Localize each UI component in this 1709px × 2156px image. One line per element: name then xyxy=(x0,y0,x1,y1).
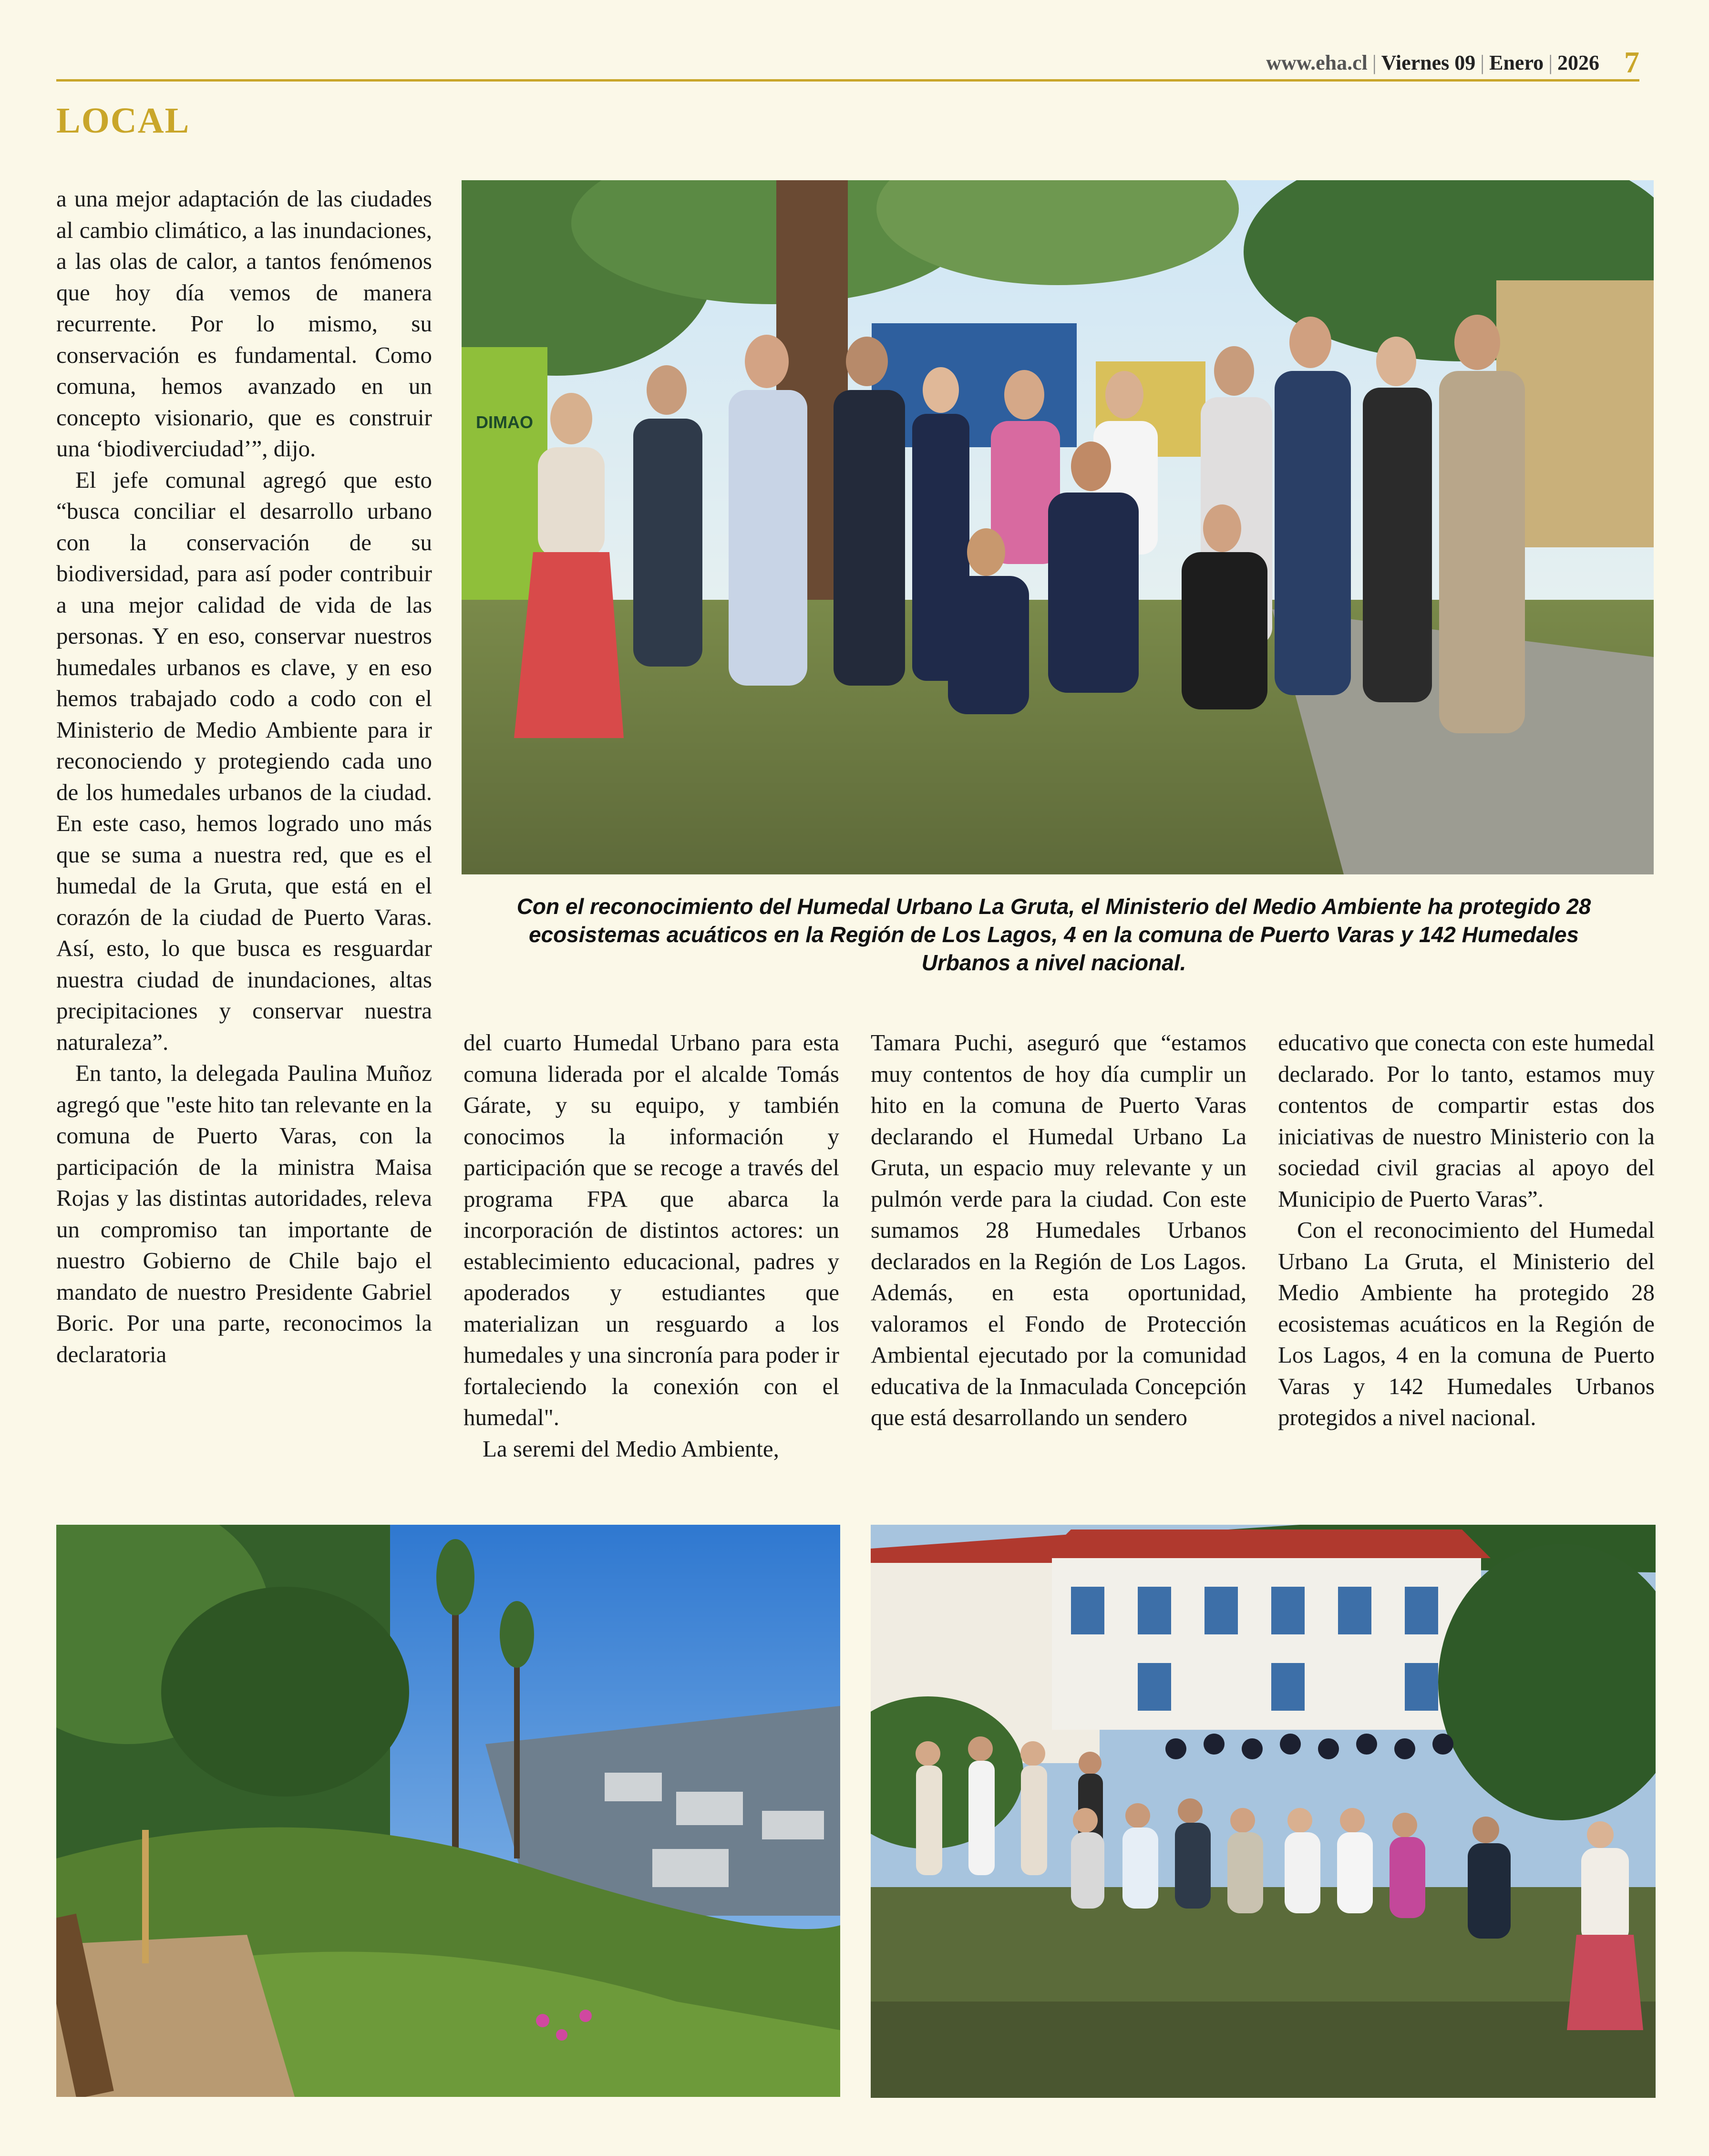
paragraph: La seremi del Medio Ambiente, xyxy=(483,1435,779,1462)
article-column-4 xyxy=(1278,1027,1655,1433)
paragraph: del cuarto Humedal Urbano para esta comuna liderada por el alcalde Tomás Gárate, y su equipo, y también conocimos la información y participación que se recoge a través del programa FPA que abarca la incorporación de distintos actores: un establecimiento educacional, padres y apoderados y estudiantes que materializan un resguardo a los humedales y una sincronía para poder ir fortaleciendo la conexión con el humedal". xyxy=(463,1029,839,1430)
paragraph: Tamara Puchi, aseguró que “estamos muy contentos de hoy día cumplir un hito en la comuna de Puerto Varas declarando el Humedal Urbano La Gruta, un espacio muy relevante y un pulmón verde para la ciudad. Con este sumamos 28 Humedales Urbanos declarados en la Región de Los Lagos. Además, en esta oportunidad, valoramos el Fondo de Protección Ambiental ejecutado por la comunidad educativa de la Inmaculada Concepción que está desarrollando un sendero xyxy=(871,1029,1246,1430)
article-column-1 xyxy=(56,183,432,1370)
paragraph: educativo que conecta con este humedal declarado. Por lo tanto, estamos muy contentos de compartir estas dos iniciativas de nuestro Ministerio con la sociedad civil gracias al apoyo del Municipio de Puerto Varas”. xyxy=(1278,1029,1655,1212)
issue-year: 2026 xyxy=(1557,51,1599,74)
paragraph: a una mejor adaptación de las ciudades al cambio climático, a las inundaciones, a las olas de calor, a tantos fenómenos que hoy día vemos de manera recurrente. Por lo mismo, su conservación es fundamental. Como comuna, hemos avanzado en un concepto visionario, que es construir una ‘biodiverciudad’”, dijo. xyxy=(56,185,432,462)
main-photo-group-portrait xyxy=(462,180,1654,874)
banner-sign-text: DIMAO xyxy=(476,412,533,432)
paragraph: El jefe comunal agregó que esto “busca conciliar el desarrollo urbano con la conservación de su biodiversidad, para así poder contribuir a una mejor calidad de vida de las personas. Y en eso, conservar nuestros humedales urbanos es clave, y en eso hemos trabajado codo a codo con el Ministerio de Medio Ambiente para ir reconociendo y protegiendo cada uno de los humedales urbanos de la ciudad. En este caso, hemos logrado uno más que se suma a nuestra red, que es el humedal de la Gruta, que está en el corazón de la ciudad de Puerto Varas. Así, esto, lo que busca es resguardar nuestra ciudad de inundaciones, altas precipitaciones y conservar nuestra naturaleza”. xyxy=(56,466,432,1055)
photo-wetland-landscape xyxy=(56,1525,840,2097)
divider: | xyxy=(1480,51,1485,74)
site-url: www.eha.cl xyxy=(1266,51,1368,74)
paragraph: Con el reconocimiento del Humedal Urbano La Gruta, el Ministerio del Medio Ambiente ha protegido 28 ecosistemas acuáticos en la Región de Los Lagos, 4 en la comuna de Puerto Varas y 142 Humedales Urbanos protegidos a nivel nacional. xyxy=(1278,1217,1655,1430)
article-column-2 xyxy=(463,1027,839,1464)
header-rule xyxy=(56,79,1639,82)
wetland-landscape-illustration xyxy=(56,1525,840,2097)
masthead xyxy=(1266,46,1639,79)
divider: | xyxy=(1548,51,1553,74)
paragraph: En tanto, la delegada Paulina Muñoz agregó que "este hito tan relevante en la comuna de Puerto Varas, con la participación de la ministra Maisa Rojas y las distintas autoridades, releva un compromiso tan importante de nuestro Gobierno de Chile bajo el mandato de nuestro Presidente Gabriel Boric. Por una parte, reconocimos la declaratoria xyxy=(56,1060,432,1367)
divider: | xyxy=(1372,51,1377,74)
issue-day: Viernes 09 xyxy=(1381,51,1476,74)
group-portrait-illustration xyxy=(462,180,1654,874)
page-number: 7 xyxy=(1624,45,1639,79)
article-column-3 xyxy=(871,1027,1246,1433)
photo-caption: Con el reconocimiento del Humedal Urbano La Gruta, el Ministerio del Medio Ambiente ha protegido 28 ecosistemas acuáticos en la Región de Los Lagos, 4 en la comuna de Puerto Varas y 142 Humedales Urbanos a nivel nacional. xyxy=(516,894,1591,975)
section-title: LOCAL xyxy=(56,101,190,141)
issue-month: Enero xyxy=(1489,51,1544,74)
seated-audience-illustration xyxy=(871,1525,1656,2098)
photo-seated-audience xyxy=(871,1525,1656,2098)
